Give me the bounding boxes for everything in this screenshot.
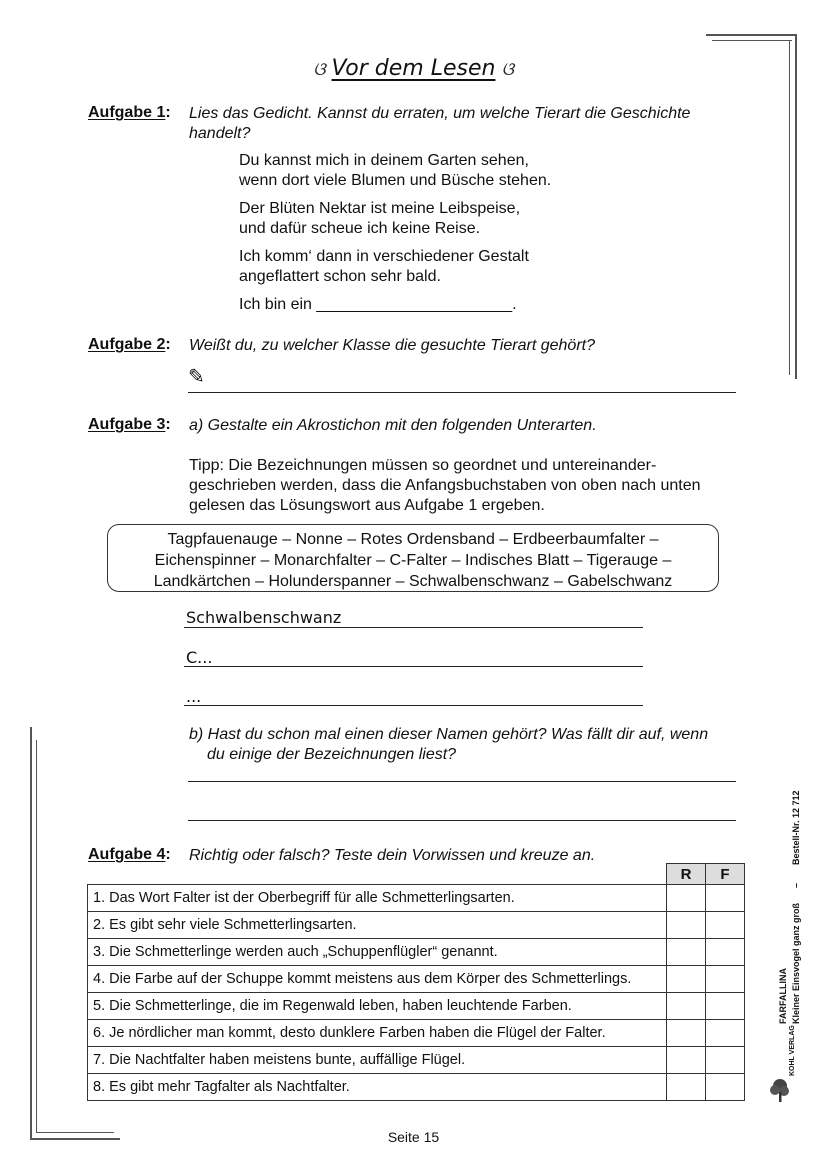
table-row — [88, 993, 745, 1020]
checkbox-f[interactable] — [706, 885, 745, 912]
aufgabe4-question: Richtig oder falsch? Teste dein Vorwissen und kreuze an. — [189, 847, 596, 864]
aufgabe3-tipp: Tipp: Die Bezeichnungen müssen so geordnet und untereinander- geschrieben werden, dass die Anfangsbuchstaben von oben nach unten gelesen das Lösungswort aus Aufgabe 1 ergeben. — [189, 457, 701, 514]
aufgabe2-answer-line[interactable] — [188, 392, 736, 393]
table-row — [88, 885, 745, 912]
frame-left-line-inner — [36, 740, 37, 1133]
aufgabe2-question: Weißt du, zu welcher Klasse die gesuchte Tierart gehört? — [189, 337, 595, 354]
aufgabe3-part-a: a) Gestalte ein Akrostichon mit den folgenden Unterarten. — [189, 417, 597, 434]
title-text: Vor dem Lesen — [331, 56, 496, 81]
acrostic-answer-2: C... — [186, 648, 213, 667]
table-row — [88, 966, 745, 993]
checkbox-r[interactable] — [667, 1047, 706, 1074]
statement: 1. Das Wort Falter ist der Oberbegriff für alle Schmetterlingsarten. — [88, 885, 667, 912]
acrostic-line-2[interactable] — [184, 666, 643, 667]
checkbox-f[interactable] — [706, 939, 745, 966]
statement: 5. Die Schmetterlinge, die im Regenwald leben, haben leuchtende Farben. — [88, 993, 667, 1020]
table-row — [88, 912, 745, 939]
species-box: Tagpfauenauge – Nonne – Rotes Ordensband – Erdbeerbaumfalter – Eichenspinner – Monarchfalter – C-Falter – Indisches Blatt – Tigerauge – Landkärtchen – Holunderspanner – Schwalbenschwanz – Gabelschwanz — [107, 524, 719, 592]
checkbox-f[interactable] — [706, 993, 745, 1020]
ornament-right-icon: ଓ — [501, 59, 514, 80]
column-header-f: F — [706, 864, 745, 885]
table-row — [88, 1047, 745, 1074]
frame-top-line — [706, 34, 796, 36]
sidebar-series: FARFALLINA — [778, 968, 788, 1024]
column-header-r: R — [667, 864, 706, 885]
checkbox-f[interactable] — [706, 912, 745, 939]
table-row — [88, 1020, 745, 1047]
sidebar-order-number: Bestell-Nr. 12 712 — [791, 790, 801, 865]
statement: 3. Die Schmetterlinge werden auch „Schuppenflügler“ genannt. — [88, 939, 667, 966]
checkbox-r[interactable] — [667, 1020, 706, 1047]
checkbox-r[interactable] — [667, 1074, 706, 1101]
frame-right-line-inner — [789, 40, 790, 375]
poem-answer-blank[interactable]: Ich bin ein ______________________. — [239, 296, 517, 313]
poem: Du kannst mich in deinem Garten sehen, wenn dort viele Blumen und Büsche stehen. Der Blüten Nektar ist meine Leibspeise, und dafür scheue ich keine Reise. Ich komm‘ dann in verschiedener Gestalt angeflattert schon sehr bald. Ich bin ein ______________________. — [239, 152, 552, 313]
checkbox-r[interactable] — [667, 993, 706, 1020]
sidebar-book-title: Kleiner Einsvogel ganz groß — [791, 902, 801, 1024]
table-row — [88, 1074, 745, 1101]
part-b-answer-line-2[interactable] — [188, 820, 736, 821]
acrostic-line-3[interactable] — [184, 705, 643, 706]
checkbox-f[interactable] — [706, 1074, 745, 1101]
checkbox-r[interactable] — [667, 966, 706, 993]
aufgabe1-question: Lies das Gedicht. Kannst du erraten, um welche Tierart die Geschichte handelt? — [189, 105, 691, 142]
acrostic-answer-3: ... — [186, 687, 202, 706]
publisher-logo-text: KOHL VERLAG — [789, 1025, 796, 1076]
true-false-table — [87, 863, 745, 1101]
ornament-left-icon: ଓ — [313, 59, 326, 80]
checkbox-f[interactable] — [706, 1020, 745, 1047]
checkbox-r[interactable] — [667, 885, 706, 912]
tree-logo-icon — [769, 1078, 791, 1104]
statement: 4. Die Farbe auf der Schuppe kommt meistens aus dem Körper des Schmetterlings. — [88, 966, 667, 993]
statement: 7. Die Nachtfalter haben meistens bunte, auffällige Flügel. — [88, 1047, 667, 1074]
aufgabe3-label: Aufgabe 3: — [88, 416, 171, 433]
statement: 2. Es gibt sehr viele Schmetterlingsarten. — [88, 912, 667, 939]
aufgabe2-label: Aufgabe 2: — [88, 336, 171, 353]
table-row — [88, 939, 745, 966]
aufgabe4-label: Aufgabe 4: — [88, 846, 171, 863]
sidebar-dash: – — [791, 882, 801, 888]
page-number: Seite 15 — [387, 1129, 440, 1145]
page-title — [0, 56, 827, 81]
part-b-answer-line-1[interactable] — [188, 781, 736, 782]
statement: 8. Es gibt mehr Tagfalter als Nachtfalter. — [88, 1074, 667, 1101]
acrostic-line-1[interactable] — [184, 627, 643, 628]
frame-left-line — [30, 727, 32, 1139]
checkbox-f[interactable] — [706, 1047, 745, 1074]
frame-right-line — [795, 34, 797, 379]
frame-top-line-inner — [712, 40, 792, 41]
aufgabe3-part-b: b) Hast du schon mal einen dieser Namen gehört? Was fällt dir auf, wenn du einige der Bezeichnungen liest? — [189, 726, 709, 763]
pencil-icon: ✎ — [188, 366, 205, 388]
checkbox-r[interactable] — [667, 939, 706, 966]
statement: 6. Je nördlicher man kommt, desto dunklere Farben haben die Flügel der Falter. — [88, 1020, 667, 1047]
acrostic-answer-1: Schwalbenschwanz — [186, 608, 342, 627]
checkbox-r[interactable] — [667, 912, 706, 939]
checkbox-f[interactable] — [706, 966, 745, 993]
aufgabe1-label: Aufgabe 1: — [88, 104, 171, 121]
